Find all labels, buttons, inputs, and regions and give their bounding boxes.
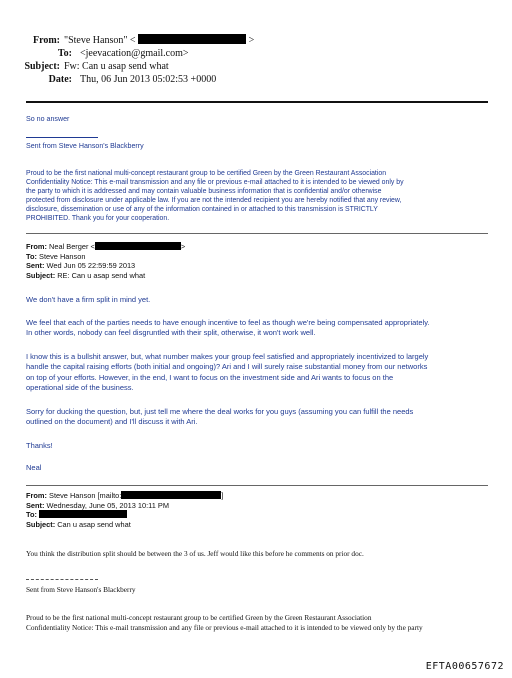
forward-body-text: You think the distribution split should be between the 3 of us. Jeff would like this before he comments on prior doc. [26,549,364,558]
signature-divider [26,137,98,138]
header-date-label: Date: [48,74,72,85]
body-line: on top of your efforts. However, in the end, I want to focus on the investment side and Ari wants to focus on the [26,372,394,382]
redaction-bar [95,242,181,250]
fwd-from-close: ] [221,491,224,500]
signature-divider [26,579,98,580]
fwd-subject-value: Can u asap send what [57,519,131,529]
section-divider [26,485,488,486]
redaction-bar [121,491,224,500]
header-to-value: <jeevacation@gmail.com> [80,48,189,59]
reply-header [26,242,492,280]
header-date-value: Thu, 06 Jun 2013 05:02:53 +0000 [80,74,217,85]
redaction-bar [39,510,127,518]
body-line: I know this is a bullshit answer, but, what number makes your group feel satisfied and appropriately incentivized to largely [26,352,429,361]
section-divider [26,233,488,234]
body-line: outlined on the document) and I'll discuss it with Ari. [26,417,198,427]
body-line: In other words, nobody can feel disgruntled with their split, otherwise, it won't work well. [26,328,316,338]
forward-header [26,491,492,529]
fwd-from-value: Steve Hanson [mailto: [49,491,122,500]
reply-subject-value: RE: Can u asap send what [57,270,146,280]
header-divider [26,101,488,103]
body-signature: Neal [26,463,42,472]
header-subject-value: Fw: Can u asap send what [64,61,169,72]
fwd-sent-value: Wednesday, June 05, 2013 10:11 PM [46,500,169,510]
fwd-from-label: From: [26,491,47,500]
message-text: So no answer [26,115,70,123]
body-closing: Thanks! [26,441,53,450]
fwd-to-label: To: [26,510,37,520]
reply-to-label: To: [26,251,37,261]
disclaimer-line: the party to which it is addressed and may contain valuable business information that is confidential and/or otherwise [26,188,382,195]
disclaimer-line: PROHIBITED. Thank you for your cooperation. [26,215,170,222]
disclaimer-line: disclosure, dissemination or use of any of the information contained in or attached to this transmission is STRICTLY [26,206,378,213]
body-paragraph [26,318,496,339]
disclaimer-line: Confidentiality Notice: This e-mail transmission and any file or previous e-mail attached to it is intended to be viewed only by [26,179,404,186]
forward-disclaimer [26,613,496,632]
reply-sent-value: Wed Jun 05 22:59:59 2013 [46,261,136,271]
reply-sent-label: Sent: [26,261,45,271]
signature-text: Sent from Steve Hanson's Blackberry [26,142,144,150]
body-paragraph [26,352,496,394]
disclaimer-line: Confidentiality Notice: This e-mail transmission and any file or previous e-mail attached to it is intended to be viewed only by the party [26,622,423,632]
reply-from-close: > [180,242,186,251]
reply-to-value: Steve Hanson [39,251,86,261]
body-line: We feel that each of the parties needs to have enough incentive to feel as though we're being compensated appropriately. [26,318,430,327]
reply-from-value: Neal Berger < [49,242,95,251]
body-line: We don't have a firm split in mind yet. [26,295,151,304]
disclaimer-line: Proud to be the first national multi-concept restaurant group to be certified Green by the Green Restaurant Association [26,613,372,622]
header-from-close: > [248,35,255,46]
fwd-sent-label: Sent: [26,500,45,510]
header-subject-label: Subject: [24,61,60,72]
forward-signature: Sent from Steve Hanson's Blackberry [26,585,136,594]
fwd-subject-label: Subject: [26,519,56,529]
disclaimer-line: Proud to be the first national multi-concept restaurant group to be certified Green by the Green Restaurant Association [26,170,387,177]
body-line: Sorry for ducking the question, but, just tell me where the deal works for you guys (assuming you can fulfill the needs [26,407,414,416]
body-line: handle the capital raising efforts (both initial and ongoing)? Ari and I will surely raise substantial money from our networks [26,362,428,372]
document-id: EFTA00657672 [425,661,504,672]
disclaimer-paragraph [26,169,488,223]
reply-subject-label: Subject: [26,270,56,280]
header-from-value: "Steve Hanson" < [64,35,136,46]
body-line: operational side of the business. [26,383,134,393]
body-paragraph [26,407,496,428]
body-paragraph [26,295,496,305]
reply-from-label: From: [26,242,47,251]
header-to-label: To: [57,48,72,59]
disclaimer-line: protected from disclosure under applicable law. If you are not the intended recipient you are hereby notified that any review, [26,197,402,204]
header-from-label: From: [32,35,60,46]
redaction-bar [138,34,246,44]
